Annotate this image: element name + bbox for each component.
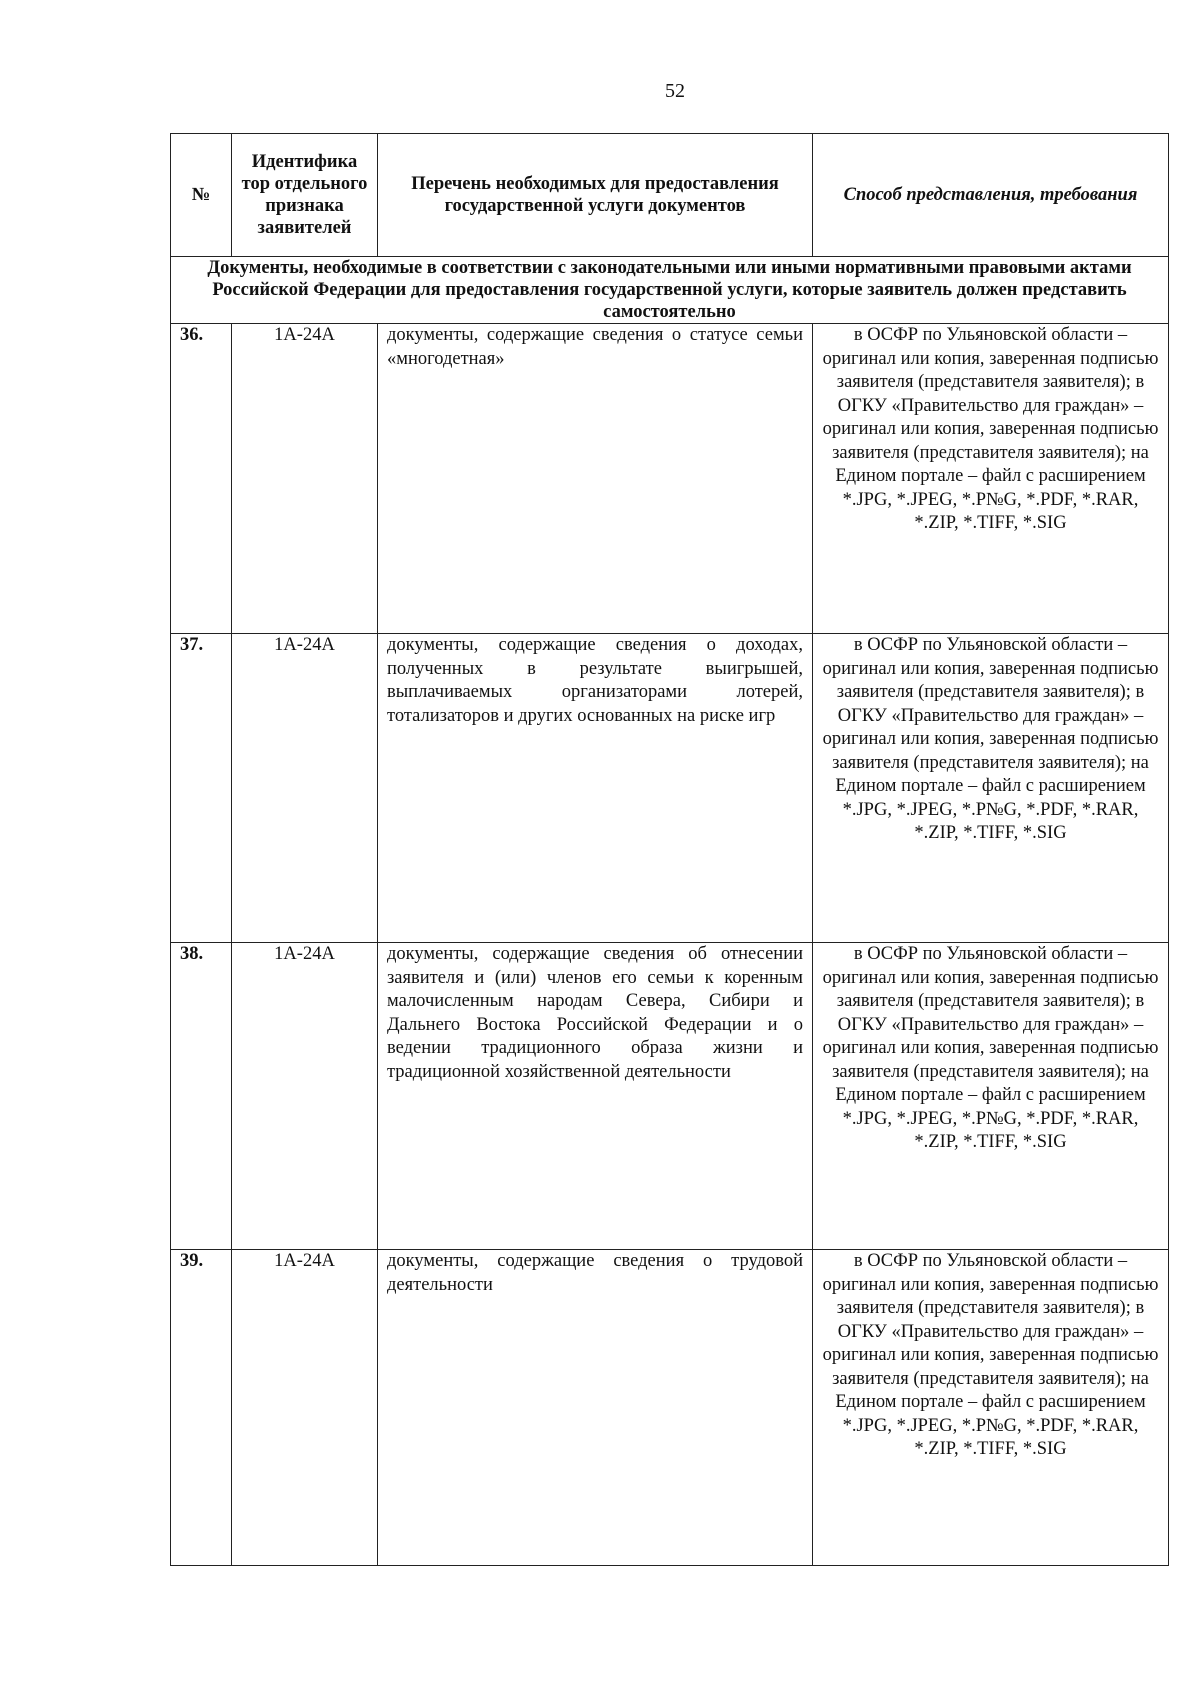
- page-number: 52: [665, 80, 685, 102]
- row-number: 37.: [171, 634, 232, 943]
- row-method: в ОСФР по Ульяновской области – оригинал или копия, заверенная подписью заявителя (представителя заявителя); в ОГКУ «Правительство для граждан» – оригинал или копия, заверенная подписью заявителя (представителя заявителя); на Едином портале – файл с расширением *.JPG, *.JPEG, *.P№G, *.PDF, *.RAR, *.ZIP, *.TIFF, *.SIG: [813, 634, 1169, 943]
- row-number: 36.: [171, 324, 232, 634]
- row-identifier: 1А-24А: [232, 324, 378, 634]
- table-row: [171, 324, 1169, 634]
- header-identifier: Идентифика тор отдельного признака заявителей: [232, 134, 378, 257]
- row-number: 38.: [171, 943, 232, 1250]
- documents-table: [170, 133, 1169, 1566]
- table-header-row: [171, 134, 1169, 257]
- section-row: [171, 257, 1169, 324]
- row-identifier: 1А-24А: [232, 634, 378, 943]
- table-row: [171, 943, 1169, 1250]
- table-row: [171, 1250, 1169, 1566]
- header-method: Способ представления, требования: [813, 134, 1169, 257]
- row-method: в ОСФР по Ульяновской области – оригинал или копия, заверенная подписью заявителя (представителя заявителя); в ОГКУ «Правительство для граждан» – оригинал или копия, заверенная подписью заявителя (представителя заявителя); на Едином портале – файл с расширением *.JPG, *.JPEG, *.P№G, *.PDF, *.RAR, *.ZIP, *.TIFF, *.SIG: [813, 943, 1169, 1250]
- row-number: 39.: [171, 1250, 232, 1566]
- row-identifier: 1А-24А: [232, 1250, 378, 1566]
- table-row: [171, 634, 1169, 943]
- row-identifier: 1А-24А: [232, 943, 378, 1250]
- row-method: в ОСФР по Ульяновской области – оригинал или копия, заверенная подписью заявителя (представителя заявителя); в ОГКУ «Правительство для граждан» – оригинал или копия, заверенная подписью заявителя (представителя заявителя); на Едином портале – файл с расширением *.JPG, *.JPEG, *.P№G, *.PDF, *.RAR, *.ZIP, *.TIFF, *.SIG: [813, 324, 1169, 634]
- section-title: Документы, необходимые в соответствии с законодательными или иными нормативными правовыми актами Российской Федерации для предоставления государственной услуги, которые заявитель должен представить самостоятельно: [171, 257, 1169, 324]
- row-document: документы, содержащие сведения о статусе семьи «многодетная»: [378, 324, 813, 634]
- header-num: №: [171, 134, 232, 257]
- header-documents: Перечень необходимых для предоставления государственной услуги документов: [378, 134, 813, 257]
- row-document: документы, содержащие сведения о трудовой деятельности: [378, 1250, 813, 1566]
- row-method: в ОСФР по Ульяновской области – оригинал или копия, заверенная подписью заявителя (представителя заявителя); в ОГКУ «Правительство для граждан» – оригинал или копия, заверенная подписью заявителя (представителя заявителя); на Едином портале – файл с расширением *.JPG, *.JPEG, *.P№G, *.PDF, *.RAR, *.ZIP, *.TIFF, *.SIG: [813, 1250, 1169, 1566]
- row-document: документы, содержащие сведения о доходах, полученных в результате выигрышей, выплачиваемых организаторами лотерей, тотализаторов и других основанных на риске игр: [378, 634, 813, 943]
- row-document: документы, содержащие сведения об отнесении заявителя и (или) членов его семьи к коренным малочисленным народам Севера, Сибири и Дальнего Востока Российской Федерации и о ведении традиционного образа жизни и традиционной хозяйственной деятельности: [378, 943, 813, 1250]
